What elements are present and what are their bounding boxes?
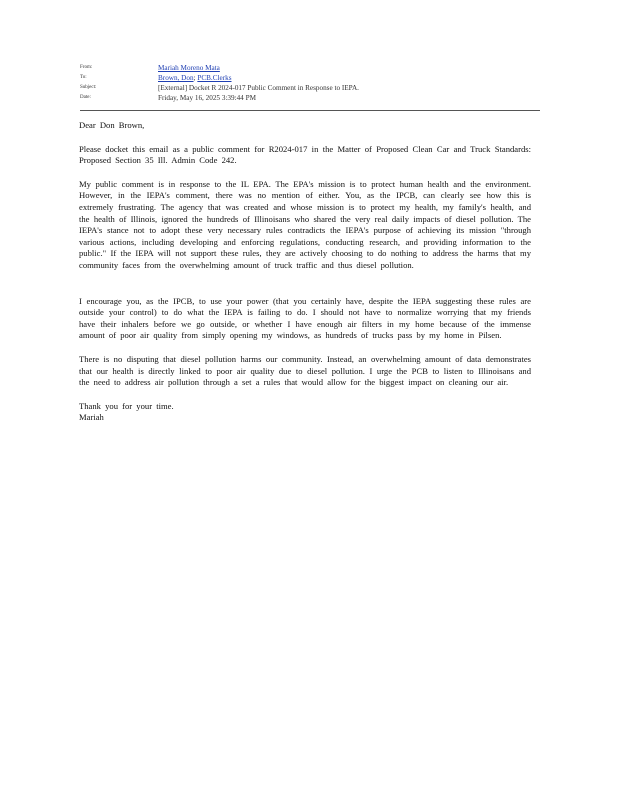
from-value: [158, 63, 220, 73]
paragraph-docket-request: Please docket this email as a public comment for R2024-017 in the Matter of Proposed Clean Car and Truck Standards: Proposed Section 35 Ill. Admin Code 242.: [79, 143, 531, 166]
date-row: [80, 93, 540, 103]
to-row: [80, 73, 540, 83]
closing-line: Thank you for your time.: [79, 400, 174, 411]
to-label: To:: [80, 75, 87, 80]
header-divider: [80, 110, 540, 111]
paragraph-encourage-ipcb: I encourage you, as the IPCB, to use your power (that you certainly have, despite the IEPA suggesting these rules are outside your control) to do what the IEPA is failing to do. I should not have to normalize worrying that my friends have their inhalers before we go outside, or whether I have enough air filters in my home because of the immense amount of poor air quality from simply opening my windows, as hundreds of trucks pass by my home in Pilsen.: [79, 295, 531, 341]
paragraph-iepa-response: My public comment is in response to the IL EPA. The EPA's mission is to protect human health and the environment. However, in the IEPA's comment, there was no mention of either. You, as the IPCB, can clearly see how this is extremely frustrating. The agency that was created and whose mission is to protect my health, my family's health, and the health of Illinois, ignored the hundreds of Illinoisans who shared the very real daily impacts of diesel pollution. The IEPA's stance not to adopt these very necessary rules contradicts the IEPA's purpose of achieving its mission "through various actions, including developing and enforcing regulations, conducting research, and providing information to the public." If the IEPA will not support these rules, they are actively choosing to do nothing to address the harms that my community faces from the overwhelming amount of truck traffic and thus diesel pollution.: [79, 178, 531, 270]
to-link-pcb-clerks[interactable]: PCB.Clerks: [197, 74, 232, 82]
email-body: [79, 120, 531, 424]
greeting: Dear Don Brown,: [79, 120, 145, 130]
subject-row: [80, 83, 540, 93]
to-separator: ;: [193, 74, 198, 82]
email-header: [80, 63, 540, 103]
from-label: From:: [80, 65, 93, 70]
subject-label: Subject:: [80, 85, 97, 90]
subject-value: [External] Docket R 2024-017 Public Comment in Response to IEPA.: [158, 84, 359, 92]
date-value: Friday, May 16, 2025 3:39:44 PM: [158, 94, 256, 102]
from-row: [80, 63, 540, 73]
to-value: [158, 73, 232, 83]
date-label: Date:: [80, 95, 91, 100]
from-link[interactable]: Mariah Moreno Mata: [158, 64, 220, 72]
paragraph-diesel-harms: There is no disputing that diesel pollution harms our community. Instead, an overwhelming amount of data demonstrates that our health is directly linked to poor air quality due to diesel pollution. I urge the PCB to listen to Illinoisans and the need to address air pollution through a set a rules that would allow for the biggest impact on cleaning our air.: [79, 353, 531, 388]
to-link-don-brown[interactable]: Brown, Don: [158, 74, 194, 82]
signature: Mariah: [79, 412, 104, 423]
